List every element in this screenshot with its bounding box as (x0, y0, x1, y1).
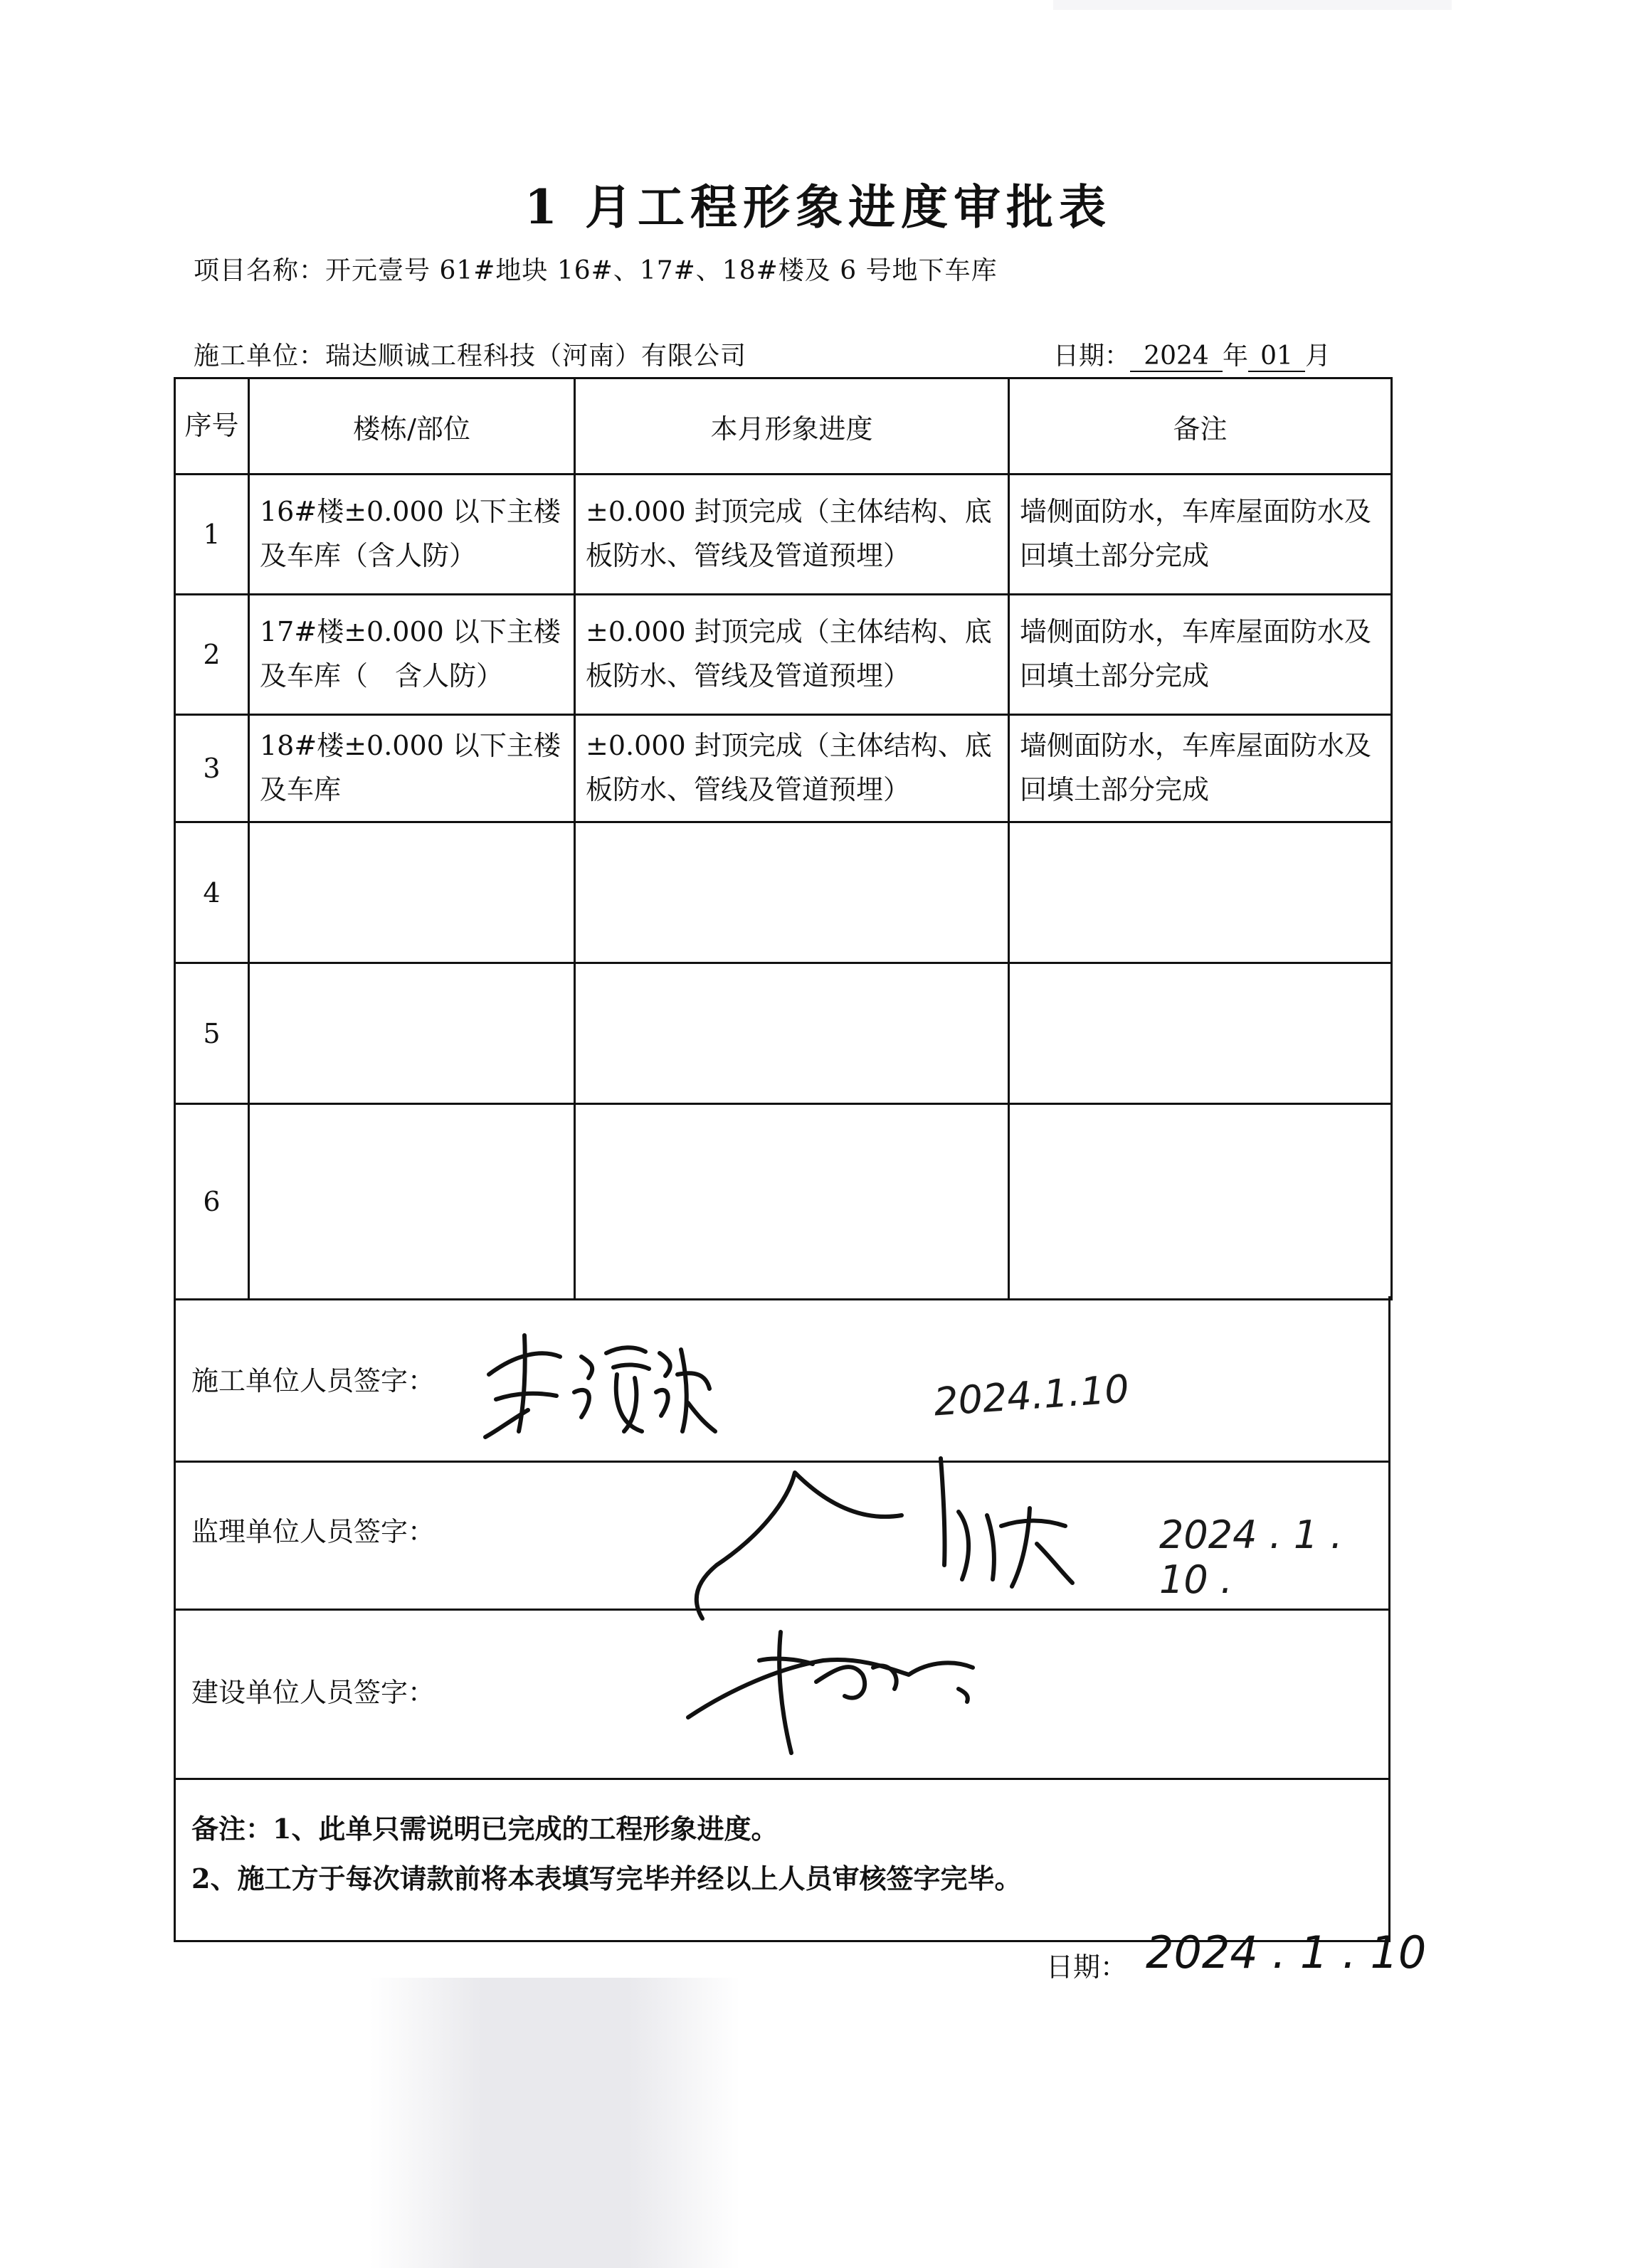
header-date-label: 日期： (1053, 341, 1131, 371)
row-building (249, 1104, 575, 1300)
row-building: 18#楼±0.000 以下主楼及车库 (249, 715, 575, 822)
table-row (175, 715, 1392, 822)
supervision-signature-image (688, 1458, 1087, 1622)
supervision-signature-section (174, 1463, 1390, 1611)
row-seq: 5 (175, 963, 249, 1104)
notes-line-2: 2、施工方于每次请款前将本表填写完毕并经以上人员审核签字完毕。 (191, 1862, 1022, 1895)
row-building: 17#楼±0.000 以下主楼及车库（ 含人防） (249, 595, 575, 715)
row-progress: ±0.000 封顶完成（主体结构、底板防水、管线及管道预埋） (575, 475, 1009, 595)
owner-signature-section (174, 1611, 1390, 1780)
row-progress: ±0.000 封顶完成（主体结构、底板防水、管线及管道预埋） (575, 595, 1009, 715)
row-building (249, 963, 575, 1104)
row-seq: 3 (175, 715, 249, 822)
row-seq: 6 (175, 1104, 249, 1300)
row-remarks: 墙侧面防水，车库屋面防水及回填土部分完成 (1009, 595, 1392, 715)
footer-date-value: 2024 . 1 . 10 (1146, 1927, 1427, 1978)
form-title: 1 月工程形象进度审批表 (524, 179, 1112, 235)
owner-signature-image (674, 1618, 1001, 1760)
row-remarks (1009, 822, 1392, 963)
table-row (175, 963, 1392, 1104)
notes-section (174, 1780, 1390, 1942)
header-date-month: 01 (1248, 342, 1305, 372)
row-building: 16#楼±0.000 以下主楼及车库（含人防） (249, 475, 575, 595)
header-date (1053, 336, 1331, 372)
construction-signature-section (174, 1296, 1390, 1463)
row-progress (575, 963, 1009, 1104)
row-progress (575, 1104, 1009, 1300)
table-header-row (175, 378, 1392, 475)
row-progress: ±0.000 封顶完成（主体结构、底板防水、管线及管道预埋） (575, 715, 1009, 822)
owner-signature-label: 建设单位人员签字： (191, 1677, 436, 1708)
construction-signature-date: 2024.1.10 (932, 1366, 1131, 1425)
row-seq: 2 (175, 595, 249, 715)
construction-signature-image (475, 1325, 717, 1446)
row-building (249, 822, 575, 963)
table-row (175, 475, 1392, 595)
progress-table (174, 377, 1393, 1300)
row-remarks (1009, 1104, 1392, 1300)
header-date-year-unit: 年 (1223, 341, 1249, 371)
header-progress: 本月形象进度 (575, 378, 1009, 475)
row-seq: 4 (175, 822, 249, 963)
footer-date-label: 日期： (1046, 1951, 1128, 1983)
header-date-month-unit: 月 (1305, 341, 1331, 371)
supervision-signature-date: 2024 . 1 . 10 . (1159, 1512, 1343, 1602)
header-seq: 序号 (175, 378, 249, 475)
supervision-signature-label: 监理单位人员签字： (191, 1516, 436, 1547)
header-building: 楼栋/部位 (249, 378, 575, 475)
header-remarks: 备注 (1009, 378, 1392, 475)
table-row (175, 822, 1392, 963)
row-remarks: 墙侧面防水，车库屋面防水及回填土部分完成 (1009, 475, 1392, 595)
notes-line-1: 备注：1、此单只需说明已完成的工程形象进度。 (191, 1813, 779, 1845)
project-name: 项目名称：开元壹号 61#地块 16#、17#、18#楼及 6 号地下车库 (194, 256, 998, 285)
table-row (175, 1104, 1392, 1300)
row-remarks: 墙侧面防水，车库屋面防水及回填土部分完成 (1009, 715, 1392, 822)
row-progress (575, 822, 1009, 963)
top-smudge (1053, 0, 1452, 10)
header-date-year: 2024 (1130, 342, 1223, 372)
row-remarks (1009, 963, 1392, 1104)
row-seq: 1 (175, 475, 249, 595)
scan-smudge (370, 1978, 740, 2268)
construction-signature-label: 施工单位人员签字： (191, 1365, 436, 1397)
table-row (175, 595, 1392, 715)
construction-company: 施工单位：瑞达顺诚工程科技（河南）有限公司 (194, 341, 747, 371)
